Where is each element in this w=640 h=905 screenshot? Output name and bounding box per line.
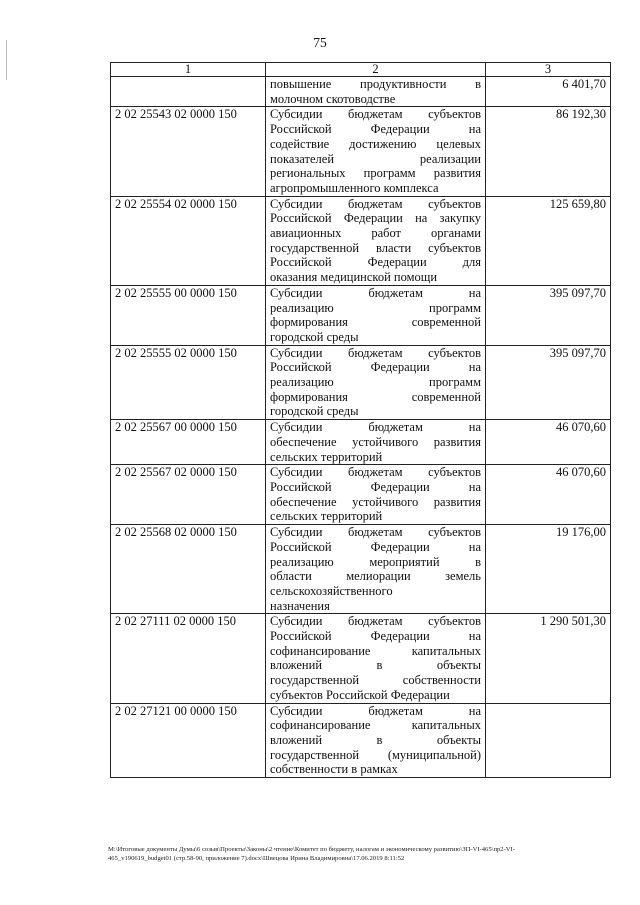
budget-code-cell: 2 02 27111 02 0000 150 bbox=[111, 614, 266, 703]
description-line: сельских территорий bbox=[270, 509, 383, 524]
amount-cell: 86 192,30 bbox=[486, 107, 611, 196]
description-cell bbox=[266, 107, 486, 196]
description-line: государственной власти субъектов bbox=[270, 240, 481, 255]
description-line: государственной собственности bbox=[270, 673, 481, 688]
table-row bbox=[111, 285, 611, 345]
description-cell bbox=[266, 614, 486, 703]
description-line: авиационных работ органами bbox=[270, 226, 481, 241]
description-line: городской среды bbox=[270, 329, 359, 344]
description-cell bbox=[266, 703, 486, 778]
description-cell bbox=[266, 345, 486, 420]
budget-code-cell: 2 02 25568 02 0000 150 bbox=[111, 525, 266, 614]
description-line: Российской Федерации на закупку bbox=[270, 211, 481, 226]
budget-code-cell: 2 02 25567 00 0000 150 bbox=[111, 420, 266, 465]
budget-code-cell: 2 02 25555 00 0000 150 bbox=[111, 285, 266, 345]
footer-line-2: 465_v190619_budget01 (стр.58-90, приложение 7).docx\Швецова Ирина Владимировна\17.06.2019 8:11:52 bbox=[108, 854, 405, 862]
description-line: области мелиорации земель bbox=[270, 569, 481, 584]
amount-cell: 1 290 501,30 bbox=[486, 614, 611, 703]
amount-cell: 46 070,60 bbox=[486, 420, 611, 465]
description-line: содействие достижению целевых bbox=[270, 136, 481, 151]
description-line: Субсидии бюджетам субъектов bbox=[270, 525, 481, 540]
amount-cell bbox=[486, 703, 611, 778]
description-line: оказания медицинской помощи bbox=[270, 270, 438, 285]
description-line: Российской Федерации на bbox=[270, 629, 481, 644]
description-line: повышение продуктивности в bbox=[270, 77, 481, 91]
description-line: региональных программ развития bbox=[270, 166, 481, 181]
page-number: 75 bbox=[313, 35, 327, 50]
table-row bbox=[111, 420, 611, 465]
description-line: обеспечение устойчивого развития bbox=[270, 494, 481, 509]
footer-line-1: М:\Итоговые документы Думы\6 созыв\Проекты\Законы\2 чтение\Комитет по бюджету, налогам и экономическому развитию\ЗП-VI-465\пр2-VI- bbox=[108, 846, 515, 853]
table-row bbox=[111, 77, 611, 107]
description-line: Субсидии бюджетам субъектов bbox=[270, 107, 481, 122]
description-line: Российской Федерации на bbox=[270, 122, 481, 137]
table-row bbox=[111, 196, 611, 285]
description-cell bbox=[266, 420, 486, 465]
description-line: реализацию программ bbox=[270, 375, 481, 390]
description-line: формирования современной bbox=[270, 315, 481, 330]
description-line: собственности в рамках bbox=[270, 762, 398, 777]
description-line: Российской Федерации на bbox=[270, 479, 481, 494]
description-line: показателей реализации bbox=[270, 151, 481, 166]
amount-cell: 46 070,60 bbox=[486, 465, 611, 525]
description-line: вложений в объекты bbox=[270, 732, 481, 747]
description-line: софинансирование капитальных bbox=[270, 643, 481, 658]
table-header-row bbox=[111, 63, 611, 77]
description-line: сельских территорий bbox=[270, 449, 383, 464]
description-line: софинансирование капитальных bbox=[270, 718, 481, 733]
table-row bbox=[111, 703, 611, 778]
description-line: молочном скотоводстве bbox=[270, 91, 396, 106]
amount-cell: 395 097,70 bbox=[486, 345, 611, 420]
budget-code-cell: 2 02 25555 02 0000 150 bbox=[111, 345, 266, 420]
amount-cell: 125 659,80 bbox=[486, 196, 611, 285]
description-line: Субсидии бюджетам на bbox=[270, 703, 481, 718]
amount-cell: 395 097,70 bbox=[486, 285, 611, 345]
description-cell bbox=[266, 525, 486, 614]
description-cell bbox=[266, 196, 486, 285]
description-cell bbox=[266, 465, 486, 525]
budget-code-cell bbox=[111, 77, 266, 107]
description-line: Субсидии бюджетам на bbox=[270, 420, 481, 435]
description-line: субъектов Российской Федерации bbox=[270, 687, 450, 702]
column-header-amount: 3 bbox=[486, 63, 611, 77]
amount-cell: 6 401,70 bbox=[486, 77, 611, 107]
table-body bbox=[111, 77, 611, 778]
table-row bbox=[111, 525, 611, 614]
budget-code-cell: 2 02 25543 02 0000 150 bbox=[111, 107, 266, 196]
description-line: Российской Федерации для bbox=[270, 255, 481, 270]
description-line: сельскохозяйственного bbox=[270, 583, 393, 598]
description-line: государственной (муниципальной) bbox=[270, 747, 481, 762]
description-line: Российской Федерации на bbox=[270, 539, 481, 554]
description-line: обеспечение устойчивого развития bbox=[270, 434, 481, 449]
description-line: реализацию мероприятий в bbox=[270, 554, 481, 569]
description-line: Субсидии бюджетам на bbox=[270, 285, 481, 300]
description-line: назначения bbox=[270, 598, 330, 613]
description-line: реализацию программ bbox=[270, 300, 481, 315]
description-line: городской среды bbox=[270, 404, 359, 419]
description-cell bbox=[266, 285, 486, 345]
description-line: Субсидии бюджетам субъектов bbox=[270, 345, 481, 360]
column-header-code: 1 bbox=[111, 63, 266, 77]
column-header-name: 2 bbox=[266, 63, 486, 77]
description-line: вложений в объекты bbox=[270, 658, 481, 673]
description-line: Субсидии бюджетам субъектов bbox=[270, 465, 481, 480]
table-row bbox=[111, 614, 611, 703]
budget-code-cell: 2 02 25554 02 0000 150 bbox=[111, 196, 266, 285]
amount-cell: 19 176,00 bbox=[486, 525, 611, 614]
budget-code-cell: 2 02 25567 02 0000 150 bbox=[111, 465, 266, 525]
budget-table bbox=[110, 62, 611, 778]
description-line: Субсидии бюджетам субъектов bbox=[270, 196, 481, 211]
description-line: формирования современной bbox=[270, 389, 481, 404]
description-line: Субсидии бюджетам субъектов bbox=[270, 614, 481, 629]
description-line: Российской Федерации на bbox=[270, 360, 481, 375]
document-path-footer bbox=[108, 846, 613, 863]
table-row bbox=[111, 107, 611, 196]
table-row bbox=[111, 465, 611, 525]
budget-code-cell: 2 02 27121 00 0000 150 bbox=[111, 703, 266, 778]
description-cell bbox=[266, 77, 486, 107]
table-row bbox=[111, 345, 611, 420]
description-line: агропромышленного комплекса bbox=[270, 180, 439, 195]
